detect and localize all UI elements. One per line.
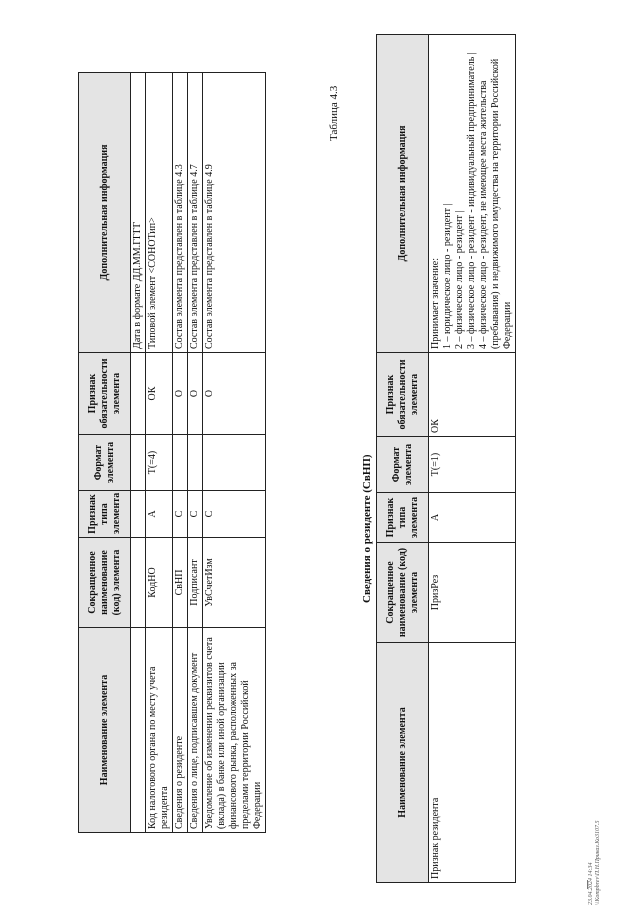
cell-code: ПризРез [429,543,516,643]
cell-name: Уведомление об изменении реквизитов счета (вклада) в банке или иной организации финансового рынка, расположенных за пределами территории Российской Федерации [203,628,266,833]
col-header-required: Признак обязательности элемента [79,353,131,435]
footer-stamp [588,820,602,905]
col-header-info: Дополнительная информация [79,73,131,353]
cell-type: А [429,493,516,543]
col-header-code: Сокращенное наименование (код) элемента [79,538,131,628]
cell-format [188,435,203,491]
col-header-type: Признак типа элемента [79,491,131,538]
cell-code: СвНП [173,538,188,628]
table-header-row [377,35,429,883]
cell-code: УвСчетИзм [203,538,266,628]
cell-info: Типовой элемент <СОНОТип> [146,73,173,353]
col-header-code: Сокращенное наименование (код) элемента [377,543,429,643]
col-header-format: Формат элемента [377,437,429,493]
table-header-row [79,73,131,833]
table-row [188,73,203,833]
table-row [203,73,266,833]
col-header-name: Наименование элемента [377,643,429,883]
table-caption: Таблица 4.3 [328,85,340,141]
cell-name: Код налогового органа по месту учета резидента [146,628,173,833]
cell-code: Подписант [188,538,203,628]
cell-required: ОК [146,353,173,435]
cell-name: Сведения о резиденте [173,628,188,833]
elements-table [78,72,266,833]
cell-format [203,435,266,491]
cell-format: T(=1) [429,437,516,493]
table-row [146,73,173,833]
col-header-info: Дополнительная информация [377,35,429,353]
cell-type: А [146,491,173,538]
table-row [131,73,146,833]
table-row [173,73,188,833]
resident-table [376,34,516,883]
table-row [429,35,516,883]
cell-type: С [173,491,188,538]
cell-type: С [203,491,266,538]
cell-type: С [188,491,203,538]
col-header-format: Формат элемента [79,435,131,491]
cell-info: Принимает значение: 1 – юридическое лицо - резидент | 2 – физическое лицо - резидент | 3 – физическое лицо - резидент - индивидуальный предприниматель | 4 – физическое лицо - резидент, не имеющее места жительства (пребывания) и недвижимого имущества на территории Российской Федерации [429,35,516,353]
cell-info: Состав элемента представлен в таблице 4.7 [188,73,203,353]
footer-date: 23.04.2024 14:34 [588,862,594,905]
info-cell: Дата в формате ДД.ММ.ГГГГ [131,73,146,353]
cell-required: О [188,353,203,435]
table-title: Сведения о резиденте (СвНП) [361,454,373,603]
col-header-required: Признак обязательности элемента [377,353,429,437]
cell-format: T(=4) [146,435,173,491]
cell-required: О [203,353,266,435]
cell-required: ОК [429,353,516,437]
cell-format [173,435,188,491]
cell-info: Состав элемента представлен в таблице 4.9 [203,73,266,353]
col-header-name: Наименование элемента [79,628,131,833]
cell-info: Состав элемента представлен в таблице 4.3 [173,73,188,353]
footer-path: \\Kompbrev\П.Н.Приказ.Ко3107.5 [595,820,601,905]
cell-name: Сведения о лице, подписавшем документ [188,628,203,833]
cell-required: О [173,353,188,435]
cell-name: Признак резидента [429,643,516,883]
col-header-type: Признак типа элемента [377,493,429,543]
scan-artifact [587,880,588,889]
cell-code: КодНО [146,538,173,628]
